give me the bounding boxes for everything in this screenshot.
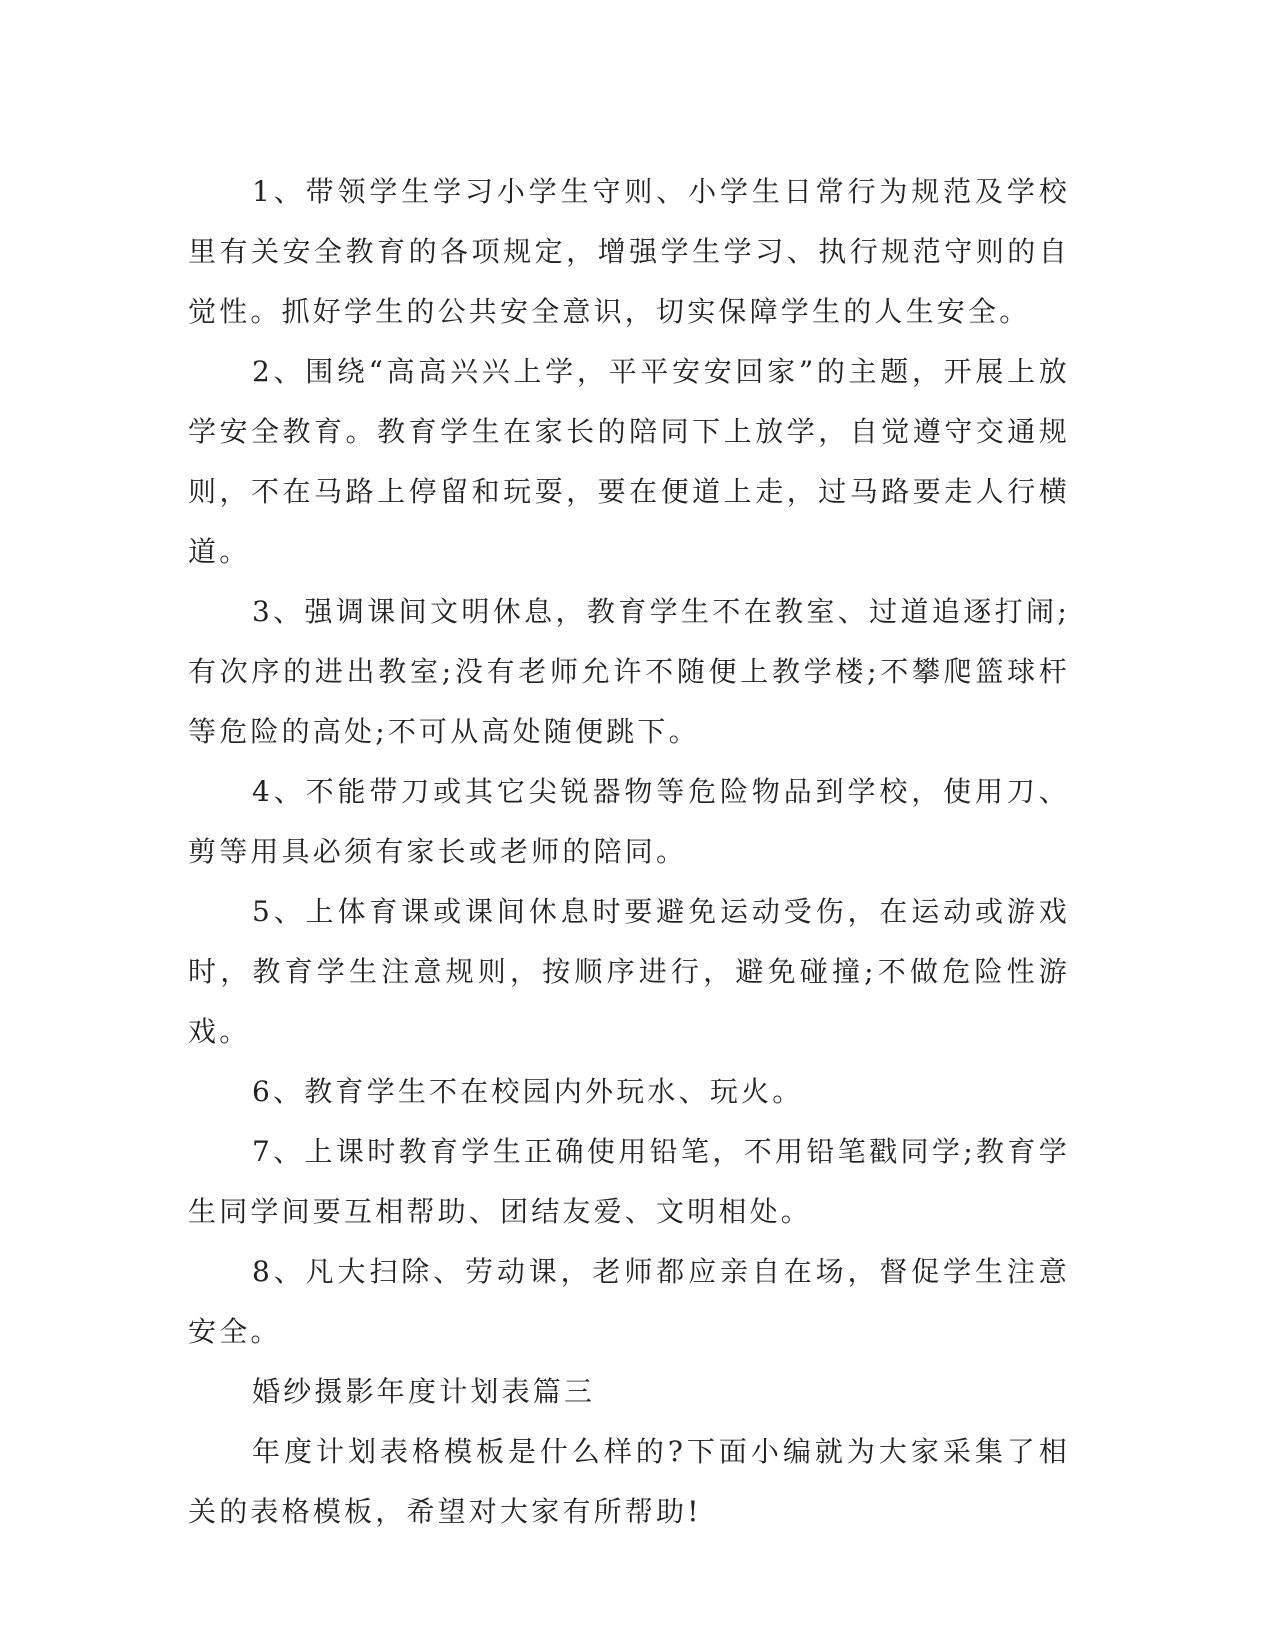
paragraph-5: 5、上体育课或课间休息时要避免运动受伤，在运动或游戏时，教育学生注意规则，按顺序进行，避免碰撞;不做危险性游戏。 bbox=[188, 895, 1070, 1048]
intro-paragraph: 年度计划表格模板是什么样的?下面小编就为大家采集了相关的表格模板，希望对大家有所帮助! bbox=[188, 1435, 1070, 1528]
paragraph-6: 6、教育学生不在校园内外玩水、玩火。 bbox=[252, 1075, 804, 1108]
paragraph-7: 7、上课时教育学生正确使用铅笔，不用铅笔戳同学;教育学生同学间要互相帮助、团结友爱、文明相处。 bbox=[188, 1135, 1070, 1228]
paragraph-1: 1、带领学生学习小学生守则、小学生日常行为规范及学校里有关安全教育的各项规定，增强学生学习、执行规范守则的自觉性。抓好学生的公共安全意识，切实保障学生的人生安全。 bbox=[188, 175, 1070, 328]
paragraph-2: 2、围绕“高高兴兴上学，平平安安回家”的主题，开展上放学安全教育。教育学生在家长的陪同下上放学，自觉遵守交通规则，不在马路上停留和玩耍，要在便道上走，过马路要走人行横道。 bbox=[188, 355, 1070, 568]
paragraph-3: 3、强调课间文明休息，教育学生不在教室、过道追逐打闹;有次序的进出教室;没有老师允许不随便上教学楼;不攀爬篮球杆等危险的高处;不可从高处随便跳下。 bbox=[188, 595, 1070, 748]
section-title: 婚纱摄影年度计划表篇三 bbox=[252, 1375, 596, 1408]
paragraph-4: 4、不能带刀或其它尖锐器物等危险物品到学校，使用刀、剪等用具必须有家长或老师的陪同。 bbox=[188, 775, 1070, 868]
document-body bbox=[188, 162, 1070, 1542]
paragraph-8: 8、凡大扫除、劳动课，老师都应亲自在场，督促学生注意安全。 bbox=[188, 1255, 1070, 1348]
